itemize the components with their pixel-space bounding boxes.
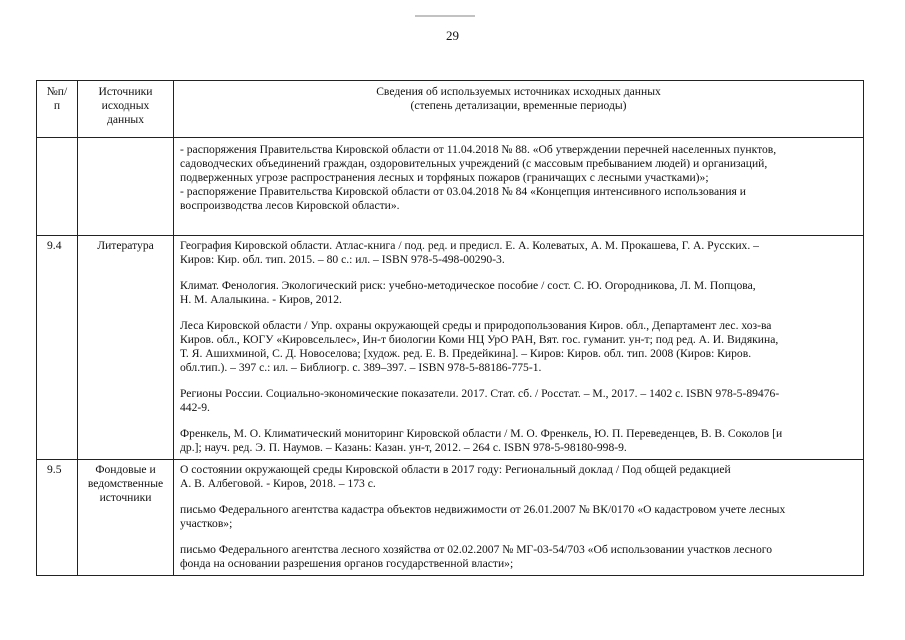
- info-line: - распоряжение Правительства Кировской области от 03.04.2018 № 84 «Концепция интенсивного использования и: [180, 185, 746, 198]
- header-line: Сведения об используемых источниках исходных данных: [376, 85, 661, 98]
- header-line: (степень детализации, временные периоды): [410, 99, 627, 112]
- info-line: Климат. Фенология. Экологический риск: учебно-методическое пособие / сост. С. Ю. Огородникова, Л. М. Попцова,: [180, 279, 756, 292]
- info-line: подверженных угрозе распространения лесных и торфяных пожаров (граничащих с лесными участками)»;: [180, 171, 709, 184]
- info-paragraph: [180, 143, 855, 213]
- header-line: Источники: [98, 85, 153, 98]
- info-line: фонда на основании разрешения органов государственной власти»;: [180, 557, 514, 570]
- info-line: садоводческих объединений граждан, оздоровительных учреждений (с массовым пребыванием людей) и организаций,: [180, 157, 768, 170]
- row-number: [37, 138, 78, 236]
- row-info: [174, 460, 864, 576]
- info-line: О состоянии окружающей среды Кировской области в 2017 году: Региональный доклад / Под общей редакцией: [180, 463, 731, 476]
- info-paragraph: [180, 239, 855, 267]
- header-line: №п/: [46, 85, 68, 98]
- info-paragraph: [180, 503, 855, 531]
- table-body: [37, 138, 864, 576]
- info-line: Киров. обл., КОГУ «Кировсельлес», Ин-т биологии Коми НЦ УрО РАН, Вят. гос. гуманит. ун-т; под ред. А. И. Видякина,: [180, 333, 779, 346]
- info-paragraph: [180, 427, 855, 455]
- paragraph-gap: [180, 307, 855, 319]
- info-paragraph: [180, 387, 855, 415]
- paragraph-gap: [180, 375, 855, 387]
- info-line: воспроизводства лесов Кировской области».: [180, 199, 400, 212]
- row-source: Литература: [78, 236, 174, 460]
- paragraph-gap: [180, 267, 855, 279]
- info-line: Н. М. Алалыкина. - Киров, 2012.: [180, 293, 342, 306]
- info-line: А. В. Албеговой. - Киров, 2018. – 173 с.: [180, 477, 376, 490]
- row-number: 9.5: [37, 460, 78, 576]
- info-line: письмо Федерального агентства лесного хозяйства от 02.02.2007 № МГ-03-54/703 «Об использовании участков лесного: [180, 543, 773, 556]
- header-line: исходных: [101, 99, 150, 112]
- table-row: [37, 236, 864, 460]
- info-line: 442-9.: [180, 401, 210, 414]
- paragraph-gap: [180, 531, 855, 543]
- info-line: Регионы России. Социально-экономические показатели. 2017. Стат. сб. / Росстат. – М., 2017. – 1402 с. ISBN 978-5-89476-: [180, 387, 780, 400]
- table-row: [37, 138, 864, 236]
- sources-table: [36, 80, 864, 576]
- table-header-row: [37, 81, 864, 138]
- info-line: Френкель, М. О. Климатический мониторинг Кировской области / М. О. Френкель, Ю. П. Переведенцев, В. В. Соколов [и: [180, 427, 783, 440]
- info-line: участков»;: [180, 517, 233, 530]
- row-source: Фондовые и ведомственные источники: [78, 460, 174, 576]
- info-paragraph: [180, 463, 855, 491]
- info-line: письмо Федерального агентства кадастра объектов недвижимости от 26.01.2007 № ВК/0170 «О кадастровом учете лесных: [180, 503, 786, 516]
- info-paragraph: [180, 279, 855, 307]
- info-paragraph: [180, 543, 855, 571]
- scan-smudge: [415, 15, 475, 17]
- info-line: др.]; науч. ред. Э. П. Наумов. – Казань: Казан. ун-т, 2012. – 264 с. ISBN 978-5-98180-998-9.: [180, 441, 627, 454]
- row-source: [78, 138, 174, 236]
- info-paragraph: [180, 319, 855, 375]
- info-line: Киров: Кир. обл. тип. 2015. – 80 с.: ил. – ISBN 978-5-498-00290-3.: [180, 253, 505, 266]
- header-num: [37, 81, 78, 138]
- header-info: [174, 81, 864, 138]
- paragraph-gap: [180, 415, 855, 427]
- row-info: [174, 138, 864, 236]
- info-line: География Кировской области. Атлас-книга / под. ред. и предисл. Е. А. Колеватых, А. М. Прокашева, Г. А. Русских. –: [180, 239, 759, 252]
- page-number: 29: [446, 28, 459, 43]
- paragraph-gap: [180, 491, 855, 503]
- table-row: [37, 460, 864, 576]
- info-line: обл.тип.). – 397 с.: ил. – Библиогр. с. 389–397. – ISBN 978-5-88186-775-1.: [180, 361, 542, 374]
- info-line: - распоряжения Правительства Кировской области от 11.04.2018 № 88. «Об утверждении перечней населенных пунктов,: [180, 143, 777, 156]
- row-info: [174, 236, 864, 460]
- info-line: Т. Я. Ашихминой, С. Д. Новоселова; [худож. ред. Е. В. Предейкина]. – Киров: Киров. обл. тип. 2008 (Киров: Киров.: [180, 347, 752, 360]
- header-line: данных: [106, 113, 145, 126]
- info-line: Леса Кировской области / Упр. охраны окружающей среды и природопользования Киров. обл., Департамент лес. хоз-ва: [180, 319, 772, 332]
- header-source: [78, 81, 174, 138]
- row-number: 9.4: [37, 236, 78, 460]
- header-line: п: [53, 99, 61, 112]
